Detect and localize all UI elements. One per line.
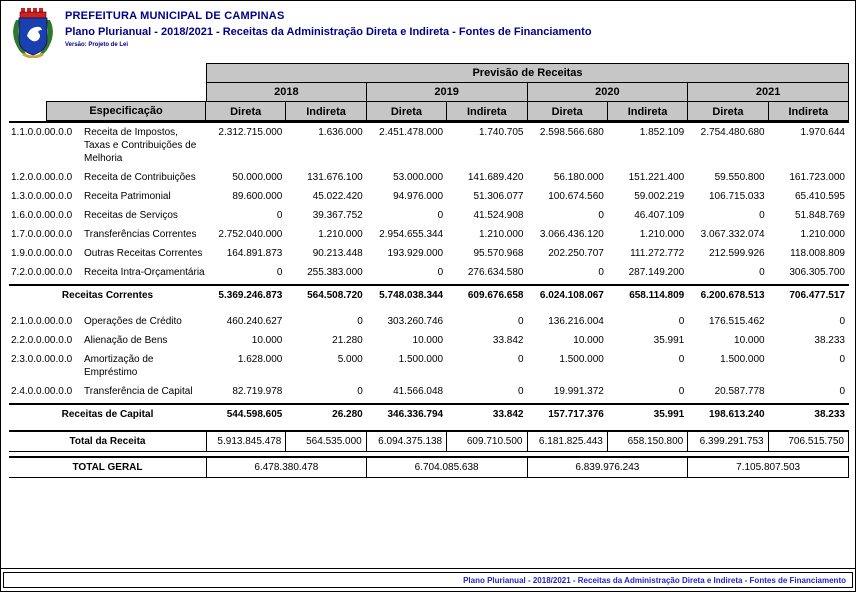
- cell-value: 50.000.000: [232, 172, 283, 183]
- cell-value: 10.000: [412, 335, 444, 346]
- capital-revenues-section: [9, 312, 849, 424]
- grand-total-value: 6.478.380.478: [206, 458, 367, 478]
- subtotal-value: 6.024.108.067: [539, 290, 604, 301]
- cell-value: 276.634.580: [467, 267, 524, 278]
- subtotal-value: 6.200.678.513: [700, 290, 765, 301]
- row-code: 2.1.0.0.00.0.0: [11, 316, 73, 327]
- especificacao-header: Especificação: [46, 101, 206, 121]
- cell-value: 2.312.715.000: [218, 127, 283, 138]
- row-label: Receita Intra-Orçamentária: [84, 267, 205, 278]
- row-code: 1.7.0.0.00.0.0: [11, 229, 73, 240]
- year-header-2018: 2018: [206, 82, 367, 101]
- table-row: [9, 382, 849, 401]
- cell-value: 164.891.873: [226, 248, 283, 259]
- grand-total-value: 6.839.976.243: [528, 458, 689, 478]
- cell-value: 59.550.800: [714, 172, 765, 183]
- cell-value: 1.210.000: [800, 229, 845, 240]
- cell-value: 20.587.778: [714, 386, 765, 397]
- cell-value: 2.754.480.680: [700, 127, 765, 138]
- subtotal-value: 5.369.246.873: [218, 290, 283, 301]
- cell-value: 51.848.769: [794, 210, 845, 221]
- cell-value: 100.674.560: [548, 191, 604, 202]
- row-label: Operações de Crédito: [84, 316, 182, 327]
- total-value: 6.094.375.138: [367, 432, 447, 452]
- cell-value: 53.000.000: [393, 172, 444, 183]
- cell-value: 1.210.000: [318, 229, 363, 240]
- cell-value: 1.636.000: [318, 127, 363, 138]
- total-value: 706.515.750: [769, 432, 849, 452]
- cell-value: 1.500.000: [559, 354, 604, 365]
- row-code: 2.4.0.0.00.0.0: [11, 386, 73, 397]
- indireta-header: Indireta: [608, 101, 688, 121]
- subtotal-row: [9, 284, 849, 305]
- cell-value: 0: [437, 210, 444, 221]
- cell-value: 0: [598, 210, 604, 221]
- table-row: [9, 187, 849, 206]
- row-label: Receitas de Serviços: [84, 210, 178, 221]
- previsao-header: Previsão de Receitas: [206, 63, 849, 82]
- table-header-years: [9, 82, 849, 101]
- cell-value: 3.067.332.074: [700, 229, 765, 240]
- revenue-table: [9, 63, 849, 478]
- total-block: [9, 430, 849, 478]
- subtotal-value: 658.114.809: [629, 290, 685, 301]
- subtotal-value: 5.748.038.344: [379, 290, 444, 301]
- report-title: Plano Plurianual - 2018/2021 - Receitas da Administração Direta e Indireta - Fontes de Financiamento: [65, 26, 592, 38]
- cell-value: 306.305.700: [789, 267, 845, 278]
- row-code: 1.1.0.0.00.0.0: [11, 127, 73, 138]
- cell-value: 0: [517, 386, 524, 397]
- row-code: 1.2.0.0.00.0.0: [11, 172, 73, 183]
- cell-value: 95.570.968: [473, 248, 524, 259]
- cell-value: 0: [598, 267, 604, 278]
- cell-value: 1.500.000: [398, 354, 444, 365]
- row-code: 2.3.0.0.00.0.0: [11, 354, 73, 365]
- cell-value: 59.002.219: [634, 191, 685, 202]
- subtotal-label: Receitas Correntes: [61, 290, 154, 301]
- cell-value: 90.213.448: [312, 248, 363, 259]
- cell-value: 255.383.000: [307, 267, 363, 278]
- cell-value: 1.628.000: [237, 354, 283, 365]
- cell-value: 287.149.200: [628, 267, 685, 278]
- cell-value: 2.598.566.680: [539, 127, 604, 138]
- cell-value: 141.689.420: [467, 172, 524, 183]
- cell-value: 39.367.752: [312, 210, 363, 221]
- subtotal-value: 706.477.517: [789, 290, 845, 301]
- cell-value: 33.842: [492, 335, 524, 346]
- cell-value: 1.740.705: [479, 127, 524, 138]
- cell-value: 0: [678, 386, 685, 397]
- footer-divider-line: [1, 568, 855, 569]
- subtotal-value: 564.508.720: [307, 290, 363, 301]
- grand-total-value: 6.704.085.638: [367, 458, 528, 478]
- cell-value: 111.272.772: [630, 248, 685, 259]
- table-row: [9, 331, 849, 350]
- row-code: 7.2.0.0.00.0.0: [11, 267, 73, 278]
- cell-value: 2.451.478.000: [379, 127, 444, 138]
- row-label: Transferências Correntes: [84, 229, 197, 240]
- cell-value: 0: [759, 267, 765, 278]
- footer-text: Plano Plurianual - 2018/2021 - Receitas da Administração Direta e Indireta - Fontes de Financiamento: [463, 575, 846, 585]
- cell-value: 0: [357, 386, 363, 397]
- table-row: [9, 123, 849, 168]
- cell-value: 0: [276, 210, 283, 221]
- cell-value: 2.752.040.000: [218, 229, 283, 240]
- direta-header: Direta: [367, 101, 447, 121]
- version-label: Versão: Projeto de Lei: [65, 42, 129, 48]
- table-header-top: [9, 63, 849, 82]
- cell-value: 19.991.372: [553, 386, 604, 397]
- total-row: [9, 432, 849, 452]
- subtotal-value: 544.598.605: [226, 409, 283, 420]
- cell-value: 41.524.908: [473, 210, 524, 221]
- cell-value: 35.991: [653, 335, 685, 346]
- table-row: [9, 206, 849, 225]
- total-label: Total da Receita: [9, 432, 206, 452]
- cell-value: 0: [517, 354, 524, 365]
- coat-of-arms-logo: [9, 4, 57, 58]
- cell-value: 51.306.077: [473, 191, 524, 202]
- subtotal-label: Receitas de Capital: [61, 409, 154, 420]
- cell-value: 82.719.978: [232, 386, 283, 397]
- indireta-header: Indireta: [447, 101, 527, 121]
- cell-value: 1.210.000: [479, 229, 524, 240]
- indireta-header: Indireta: [769, 101, 849, 121]
- year-header-2019: 2019: [367, 82, 528, 101]
- cell-value: 460.240.627: [226, 316, 283, 327]
- direta-header: Direta: [688, 101, 768, 121]
- cell-value: 193.929.000: [387, 248, 444, 259]
- cell-value: 2.954.655.344: [379, 229, 444, 240]
- cell-value: 94.976.000: [393, 191, 444, 202]
- cell-value: 46.407.109: [634, 210, 685, 221]
- cell-value: 0: [276, 267, 283, 278]
- cell-value: 136.216.004: [548, 316, 604, 327]
- row-code: 1.6.0.0.00.0.0: [11, 210, 73, 221]
- cell-value: 0: [839, 354, 845, 365]
- total-value: 658.150.800: [608, 432, 688, 452]
- cell-value: 151.221.400: [628, 172, 685, 183]
- row-label: Receita de Impostos, Taxas e Contribuições de Melhoria: [84, 127, 197, 164]
- subtotal-value: 26.280: [332, 409, 363, 420]
- table-row: [9, 350, 849, 382]
- cell-value: 1.970.644: [800, 127, 845, 138]
- total-value: 6.399.291.753: [688, 432, 768, 452]
- row-label: Alienação de Bens: [84, 335, 168, 346]
- table-row: [9, 244, 849, 263]
- table-row: [9, 225, 849, 244]
- cell-value: 10.000: [734, 335, 765, 346]
- report-header: [1, 1, 855, 63]
- total-value: 609.710.500: [447, 432, 527, 452]
- direta-header: Direta: [528, 101, 608, 121]
- row-label: Amortização de Empréstimo: [84, 354, 154, 378]
- cell-value: 10.000: [573, 335, 604, 346]
- table-row: [9, 312, 849, 331]
- subtotal-value: 609.676.658: [467, 290, 524, 301]
- cell-value: 0: [839, 386, 845, 397]
- subtotal-value: 198.613.240: [709, 409, 765, 420]
- total-value: 6.181.825.443: [528, 432, 608, 452]
- cell-value: 56.180.000: [553, 172, 604, 183]
- indireta-header: Indireta: [286, 101, 366, 121]
- cell-value: 202.250.707: [548, 248, 604, 259]
- cell-value: 10.000: [251, 335, 283, 346]
- row-code: 1.9.0.0.00.0.0: [11, 248, 73, 259]
- total-value: 564.535.000: [286, 432, 366, 452]
- table-row: [9, 168, 849, 187]
- cell-value: 41.566.048: [393, 386, 444, 397]
- cell-value: 1.210.000: [639, 229, 685, 240]
- cell-value: 0: [517, 316, 524, 327]
- cell-value: 0: [357, 316, 363, 327]
- subtotal-value: 38.233: [814, 409, 845, 420]
- grand-total-label: TOTAL GERAL: [9, 458, 206, 478]
- subtotal-value: 157.717.376: [548, 409, 604, 420]
- subtotal-row: [9, 403, 849, 424]
- direta-header: Direta: [206, 101, 286, 121]
- current-revenues-section: [9, 123, 849, 305]
- row-code: 2.2.0.0.00.0.0: [11, 335, 73, 346]
- cell-value: 89.600.000: [232, 191, 283, 202]
- page-footer: [3, 572, 853, 588]
- row-code: 1.3.0.0.00.0.0: [11, 191, 73, 202]
- cell-value: 0: [678, 354, 685, 365]
- cell-value: 0: [437, 267, 444, 278]
- table-row: [9, 263, 849, 282]
- cell-value: 303.260.746: [387, 316, 444, 327]
- subtotal-value: 35.991: [653, 409, 685, 420]
- cell-value: 131.676.100: [307, 172, 363, 183]
- subtotal-value: 33.842: [492, 409, 524, 420]
- cell-value: 176.515.462: [709, 316, 765, 327]
- cell-value: 38.233: [814, 335, 845, 346]
- cell-value: 0: [839, 316, 845, 327]
- table-header-sub: [9, 101, 849, 121]
- cell-value: 0: [678, 316, 685, 327]
- organization-name: PREFEITURA MUNICIPAL DE CAMPINAS: [65, 10, 285, 22]
- cell-value: 1.500.000: [720, 354, 765, 365]
- cell-value: 45.022.420: [312, 191, 363, 202]
- cell-value: 118.008.809: [790, 248, 845, 259]
- total-value: 5.913.845.478: [206, 432, 286, 452]
- row-label: Outras Receitas Correntes: [84, 248, 203, 259]
- year-header-2020: 2020: [528, 82, 689, 101]
- grand-total-row: [9, 458, 849, 478]
- grand-total-value: 7.105.807.503: [688, 458, 849, 478]
- cell-value: 212.599.926: [709, 248, 765, 259]
- cell-value: 1.852.109: [639, 127, 685, 138]
- cell-value: 65.410.595: [794, 191, 845, 202]
- cell-value: 161.723.000: [789, 172, 845, 183]
- row-label: Receita Patrimonial: [84, 191, 171, 202]
- cell-value: 3.066.436.120: [539, 229, 604, 240]
- year-header-2021: 2021: [688, 82, 849, 101]
- cell-value: 21.280: [332, 335, 363, 346]
- cell-value: 0: [759, 210, 765, 221]
- row-label: Receita de Contribuições: [84, 172, 196, 183]
- cell-value: 106.715.033: [709, 191, 765, 202]
- row-label: Transferência de Capital: [84, 386, 193, 397]
- subtotal-value: 346.336.794: [387, 409, 444, 420]
- cell-value: 5.000: [337, 354, 363, 365]
